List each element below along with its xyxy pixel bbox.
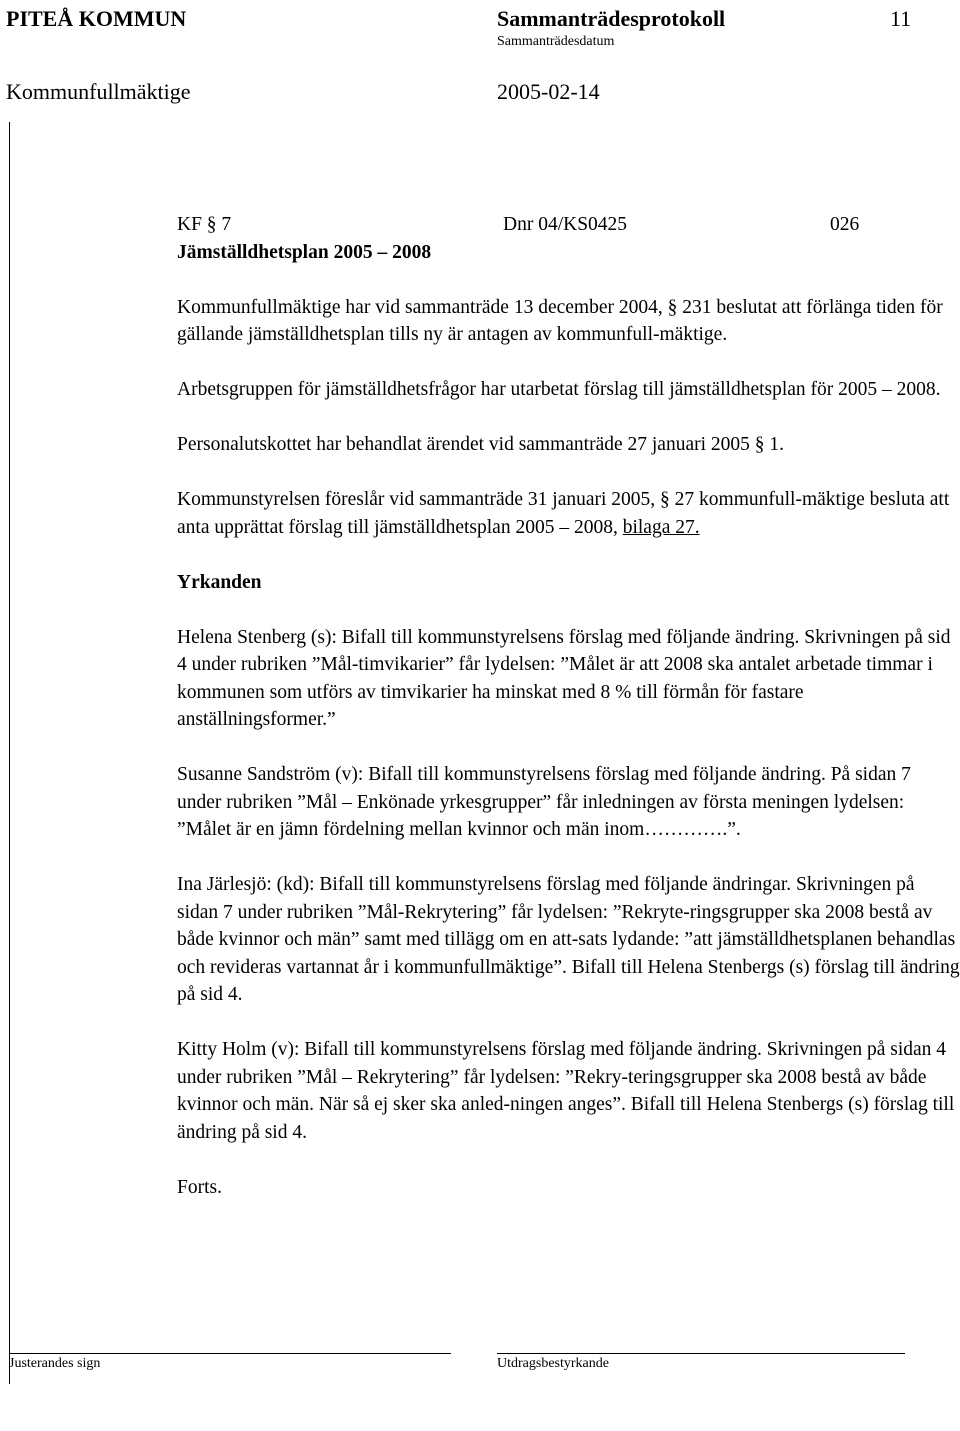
footer-signature-label: Justerandes sign (9, 1356, 101, 1371)
motion: Kitty Holm (v): Bifall till kommunstyrelsens förslag med följande ändring. Skrivningen på sidan 4 under rubriken ”Mål – Rekrytering” får lydelsen: ”Rekry-teringsgrupper ska 2008 bestå av både kvinnor och män. När så ej sker ska anled-ningen anges”. Bifall till Helena Stenbergs (s) förslag till ändring på sid 4. (177, 1039, 955, 1143)
body-name: Kommunfullmäktige (6, 79, 191, 104)
motion: Helena Stenberg (s): Bifall till kommunstyrelsens förslag med följande ändring. Skrivningen på sid 4 under rubriken ”Mål-timvikarier” får lydelsen: ”Målet är att 2008 ska antalet arbetade timmar i kommunen som utförs av timvikarier ha minskat med 8 % till förmån för fastare anställningsformer.” (177, 626, 951, 730)
protocol-body (177, 211, 960, 1201)
paragraph: Kommunfullmäktige har vid sammanträde 13 december 2004, § 231 beslutat att förlänga tiden för gällande jämställdhetsplan tills ny är antagen av kommunfull-mäktige. (177, 296, 943, 345)
paragraph-text: Kommunstyrelsen föreslår vid sammanträde 31 januari 2005, § 27 kommunfull-mäktige besluta att anta upprättat förslag till jämställdhetsplan 2005 – 2008, (177, 489, 950, 538)
page-number: 11 (890, 6, 912, 31)
date-label: Sammanträdesdatum (497, 34, 615, 49)
continued-note: Forts. (177, 1176, 222, 1198)
paragraph: Arbetsgruppen för jämställdhetsfrågor har utarbetat förslag till jämställdhetsplan för 2005 – 2008. (177, 379, 941, 400)
footer-extract-label: Utdragsbestyrkande (497, 1356, 609, 1371)
motion: Susanne Sandström (v): Bifall till kommunstyrelsens förslag med följande ändring. På sidan 7 under rubriken ”Mål – Enkönade yrkesgrupper” får inledningen av första meningen lydelsen: ”Målet är en jämn fördelning mellan kvinnor och män inom………….”. (177, 764, 911, 840)
paragraph (177, 486, 960, 541)
motion: Ina Järlesjö: (kd): Bifall till kommunstyrelsens förslag med följande ändringar. Skrivningen på sidan 7 under rubriken ”Mål-Rekrytering” får lydelsen: ”Rekryte-ringsgrupper ska 2008 bestå av både kvinnor och män” samt med tillägg om en att-sats lydande: ”att jämställdhetsplanen behandlas och revideras vartannat år i kommunfullmäktige”. Bifall till Helena Stenbergs (s) förslag till ändring på sid 4. (177, 874, 960, 1005)
paragraph: Personalutskottet har behandlat ärendet vid sammanträde 27 januari 2005 § 1. (177, 434, 785, 455)
document-type: Sammanträdesprotokoll (497, 6, 726, 31)
footer-rule-right (497, 1353, 905, 1354)
case-id: KF § 7 (177, 214, 232, 235)
meeting-date: 2005-02-14 (497, 79, 600, 104)
case-dnr: Dnr 04/KS0425 (503, 214, 628, 235)
case-header (177, 211, 960, 239)
case-code: 026 (830, 214, 860, 235)
section-heading: Yrkanden (177, 571, 262, 593)
attachment-link[interactable]: bilaga 27. (622, 516, 700, 538)
case-title: Jämställdhetsplan 2005 – 2008 (177, 241, 432, 263)
margin-rule (9, 122, 10, 1384)
org-name: PITEÅ KOMMUN (6, 6, 187, 31)
footer-rule-left (9, 1353, 451, 1354)
